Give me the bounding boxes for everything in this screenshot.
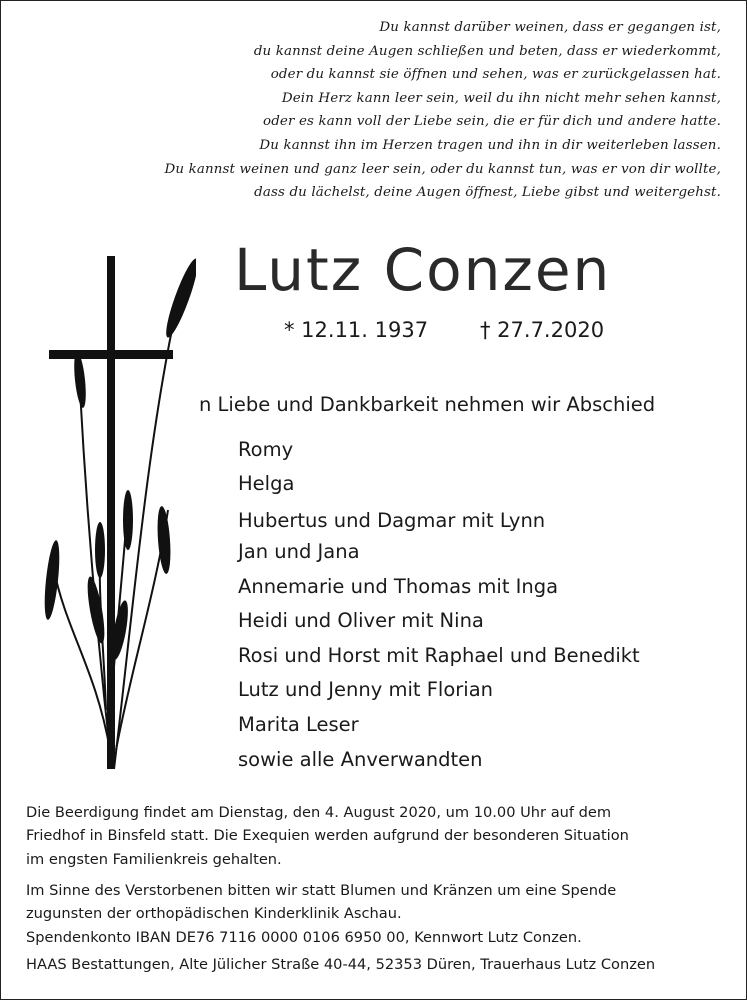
- notice-line: Die Beerdigung findet am Dienstag, den 4. August 2020, um 10.00 Uhr auf dem: [26, 804, 612, 821]
- poem-line: oder es kann voll der Liebe sein, die er für dich und andere hatte.: [263, 114, 721, 130]
- poem-line: dass du lächelst, deine Augen öffnest, Liebe gibst und weitergehst.: [254, 185, 721, 201]
- funeral-notice: [26, 801, 726, 871]
- poem: [21, 16, 721, 205]
- birth-date: * 12.11. 1937: [284, 318, 429, 342]
- poem-line: Dein Herz kann leer sein, weil du ihn nicht mehr sehen kannst,: [281, 90, 721, 106]
- mourner-entry: Annemarie und Thomas mit Inga: [238, 575, 559, 598]
- farewell-intro: n Liebe und Dankbarkeit nehmen wir Abschied: [199, 393, 656, 416]
- cross-vertical-beam: [107, 256, 115, 769]
- notice-line: im engsten Familienkreis gehalten.: [26, 850, 282, 868]
- mourner-entry: Marita Leser: [238, 713, 359, 736]
- cross-horizontal-beam: [49, 350, 173, 359]
- notice-line: zugunsten der orthopädischen Kinderklinik Aschau.: [26, 905, 402, 923]
- mourner-entry: Romy: [238, 438, 294, 461]
- death-date: † 27.7.2020: [480, 318, 605, 342]
- mourner-entry: Helga: [238, 472, 295, 495]
- mourner-entry: sowie alle Anverwandten: [238, 748, 483, 771]
- poem-line: oder du kannst sie öffnen und sehen, was er zurückgelassen hat.: [270, 67, 721, 83]
- mourner-entry: Rosi und Horst mit Raphael und Benedikt: [238, 644, 640, 667]
- mourner-entry: Lutz und Jenny mit Florian: [238, 678, 494, 701]
- poem-line: Du kannst darüber weinen, dass er gegangen ist,: [379, 20, 721, 35]
- poem-line: Du kannst ihn im Herzen tragen und ihn in dir weiterleben lassen.: [259, 137, 721, 153]
- cross-with-wheat-icon: [36, 250, 196, 775]
- mourner-entry: Hubertus und Dagmar mit Lynn: [238, 509, 546, 532]
- mourner-entry: Heidi und Oliver mit Nina: [238, 609, 484, 632]
- notice-line: Im Sinne des Verstorbenen bitten wir statt Blumen und Kränzen um eine Spende: [26, 882, 617, 899]
- mourner-entry: Jan und Jana: [238, 540, 360, 563]
- donation-notice: [26, 879, 726, 949]
- deceased-name: Lutz Conzen: [234, 236, 612, 304]
- funeral-home-footer: HAAS Bestattungen, Alte Jülicher Straße 40-44, 52353 Düren, Trauerhaus Lutz Conzen: [26, 956, 656, 973]
- poem-line: Du kannst weinen und ganz leer sein, oder du kannst tun, was er von dir wollte,: [164, 161, 721, 177]
- life-dates: [284, 318, 605, 342]
- notice-line: Spendenkonto IBAN DE76 7116 0000 0106 6950 00, Kennwort Lutz Conzen.: [26, 928, 582, 946]
- poem-line: du kannst deine Augen schließen und beten, dass er wiederkommt,: [253, 43, 721, 59]
- notice-line: Friedhof in Binsfeld statt. Die Exequien werden aufgrund der besonderen Situation: [26, 827, 629, 845]
